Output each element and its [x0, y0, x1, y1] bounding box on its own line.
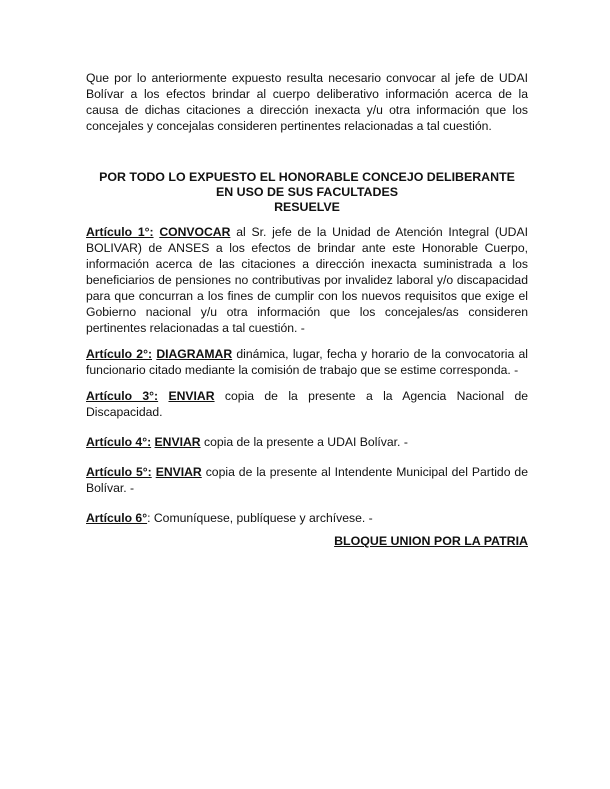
article-3-text: copia de la presente a la Agencia Nacional de Discapacidad. — [86, 389, 528, 419]
article-6-text: : Comuníquese, publíquese y archívese. - — [147, 511, 373, 525]
signature-block: BLOQUE UNION POR LA PATRIA — [334, 534, 528, 548]
article-3-label: Artículo 3°: — [86, 389, 159, 403]
article-4-label: Artículo 4°: — [86, 435, 152, 449]
heading-line-2: EN USO DE SUS FACULTADES — [216, 185, 398, 199]
article-2-verb: DIAGRAMAR — [156, 347, 233, 361]
article-1-label: Artículo 1°: — [86, 225, 154, 239]
article-5-text: copia de la presente al Intendente Municipal del Partido de Bolívar. - — [86, 465, 528, 495]
article-3 — [86, 388, 528, 420]
article-1-verb: CONVOCAR — [159, 225, 231, 239]
heading-line-3: RESUELVE — [274, 200, 340, 214]
article-6 — [86, 510, 528, 526]
article-2-text: dinámica, lugar, fecha y horario de la convocatoria al funcionario citado mediante la comisión de trabajo que se estime corresponda. - — [86, 347, 529, 377]
article-2-label: Artículo 2°: — [86, 347, 153, 361]
article-4-text: copia de la presente a UDAI Bolívar. - — [200, 435, 408, 449]
article-1-text: al Sr. jefe de la Unidad de Atención Integral (UDAI BOLIVAR) de ANSES a los efectos de brindar ante este Honorable Cuerpo, información acerca de las citaciones a dirección inexacta suministrada a los beneficiarios de pensiones no contributivas por invalidez laboral y/o discapacidad para que concurran a los fines de cumplir con los nuevos requisitos que exige el Gobierno nacional y/u otra información que los concejales/as consideren pertinentes relacionadas a tal cuestión. - — [86, 225, 529, 335]
article-1 — [86, 224, 528, 336]
article-5-verb: ENVIAR — [155, 465, 202, 479]
article-5 — [86, 464, 528, 496]
resolution-heading — [86, 170, 528, 215]
article-3-verb: ENVIAR — [168, 389, 215, 403]
article-4-verb: ENVIAR — [154, 435, 201, 449]
article-2 — [86, 346, 528, 378]
article-5-label: Artículo 5°: — [86, 465, 152, 479]
article-4 — [86, 434, 528, 450]
article-6-label: Artículo 6° — [86, 511, 148, 525]
heading-line-1: POR TODO LO EXPUESTO EL HONORABLE CONCEJO DELIBERANTE — [99, 170, 515, 184]
intro-paragraph: Que por lo anteriormente expuesto resulta necesario convocar al jefe de UDAI Bolívar a los efectos brindar al cuerpo deliberativo información acerca de la causa de dichas citaciones a dirección inexacta y/u otra información que los concejales y concejalas consideren pertinentes relacionadas a tal cuestión. — [86, 71, 528, 133]
document-page — [86, 70, 529, 548]
